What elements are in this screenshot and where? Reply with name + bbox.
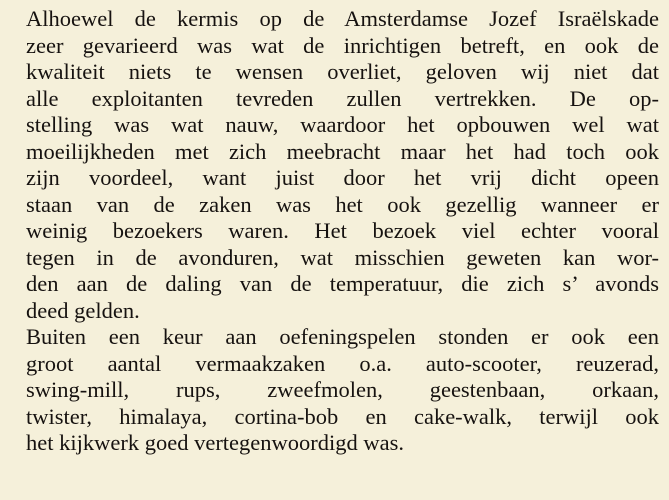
text-line: Buiten een keur aan oefeningspelen stonden er ook een xyxy=(26,324,659,349)
paragraph-1 xyxy=(26,6,659,324)
text-line: zijn voordeel, want juist door het vrij dicht opeen xyxy=(26,165,659,190)
text-line: groot aantal vermaakzaken o.a. auto-scooter, reuzerad, xyxy=(26,350,659,376)
text-line: twister, himalaya, cortina-bob en cake-walk, terwijl ook xyxy=(26,403,659,429)
article-text xyxy=(26,6,659,457)
text-line: tegen in de avonduren, wat misschien geweten kan wor- xyxy=(26,244,659,270)
text-line: staan van de zaken was het ook gezellig wanneer er xyxy=(26,191,659,217)
text-line: kwaliteit niets te wensen overliet, geloven wij niet dat xyxy=(26,59,659,84)
text-line: alle exploitanten tevreden zullen vertrekken. De op- xyxy=(26,85,659,111)
text-line: swing-mill, rups, zweefmolen, geestenbaan, orkaan, xyxy=(26,377,659,402)
text-line: Alhoewel de kermis op de Amsterdamse Jozef Israëlskade xyxy=(26,6,659,31)
text-line: moeilijkheden met zich meebracht maar het had toch ook xyxy=(26,138,659,164)
text-line: stelling was wat nauw, waardoor het opbouwen wel wat xyxy=(26,112,659,137)
text-line: zeer gevarieerd was wat de inrichtigen betreft, en ook de xyxy=(26,32,659,58)
text-line: het kijkwerk goed vertegenwoordigd was. xyxy=(26,430,405,455)
paragraph-2 xyxy=(26,324,659,457)
text-line: den aan de daling van de temperatuur, die zich s’ avonds xyxy=(26,271,659,296)
text-line: deed gelden. xyxy=(26,297,140,323)
text-line: weinig bezoekers waren. Het bezoek viel echter vooral xyxy=(26,218,659,243)
